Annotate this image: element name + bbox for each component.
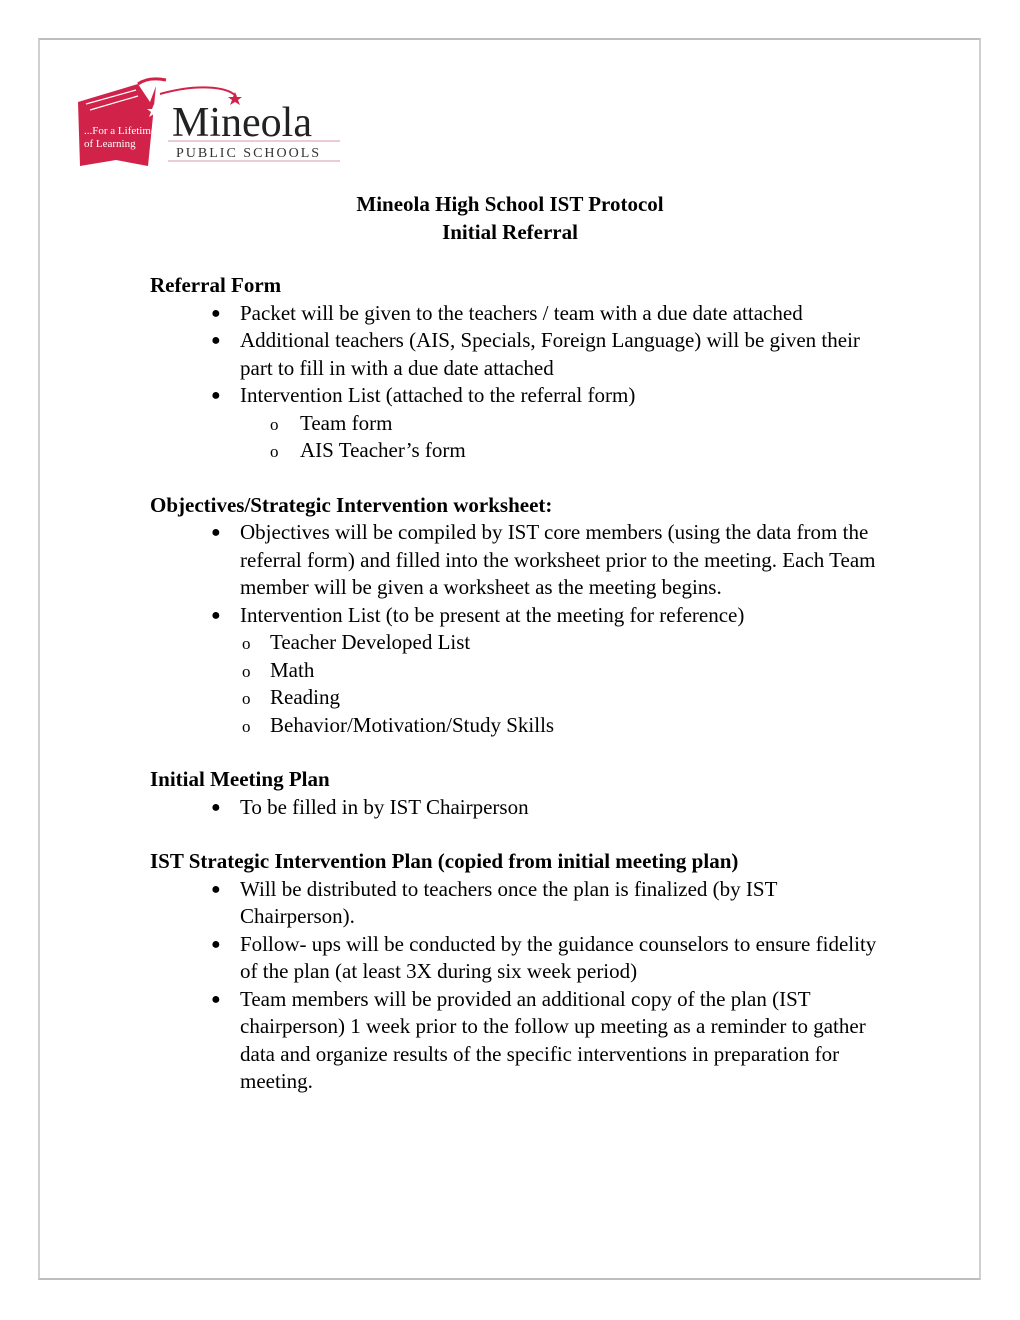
list-item: ● Packet will be given to the teachers / team with a due date attached — [240, 300, 890, 328]
document-content — [150, 272, 890, 1123]
bullet-icon: ● — [211, 304, 221, 322]
section-heading: IST Strategic Intervention Plan (copied from initial meeting plan) — [150, 849, 739, 873]
sub-list-item: o Teacher Developed List — [270, 629, 890, 657]
bullet-icon: ● — [211, 524, 221, 541]
list-item: ● Additional teachers (AIS, Specials, Foreign Language) will be given their part to fill in with a due date attached — [211, 328, 860, 380]
document-subtitle: Initial Referral — [442, 220, 578, 244]
bullet-list — [150, 794, 890, 822]
section-objectives-worksheet — [150, 492, 890, 740]
document-title-block — [0, 190, 1020, 246]
list-item: ● Intervention List (attached to the referral form) o Team form o AIS Teacher’s form — [240, 382, 890, 465]
sub-list-item: o Behavior/Motivation/Study Skills — [270, 712, 890, 740]
logo-tagline-2: of Learning — [84, 138, 136, 150]
logo-subtitle: PUBLIC SCHOOLS — [176, 146, 322, 161]
circle-bullet-icon: o — [270, 442, 279, 461]
document-title: Mineola High School IST Protocol — [356, 192, 664, 216]
circle-bullet-icon: o — [270, 414, 279, 434]
logo-name: Mineola — [172, 100, 312, 146]
section-heading: Objectives/Strategic Intervention worksheet: — [150, 492, 553, 517]
bullet-icon: ● — [211, 606, 221, 624]
bullet-icon: ● — [211, 880, 221, 898]
sub-list-item: o Reading — [270, 684, 890, 712]
sub-list-item: o Math — [270, 657, 890, 685]
bullet-list — [150, 519, 890, 739]
sub-bullet-list — [240, 629, 890, 739]
list-item: ● Team members will be provided an additional copy of the plan (IST chairperson) 1 week prior to the follow up meeting as a reminder to gather data and organize results of the specific interventions in preparation for meeting. — [211, 986, 866, 1093]
list-item: ● Will be distributed to teachers once the plan is finalized (by IST Chairperson). — [211, 876, 778, 928]
mineola-logo — [76, 74, 342, 168]
circle-bullet-icon: o — [242, 661, 251, 681]
bullet-icon: ● — [211, 935, 221, 953]
list-item: ● Objectives will be compiled by IST core members (using the data from the referral form) and filled into the worksheet prior to the meeting. Each Team member will be given a worksheet as the meeting begins. — [211, 520, 876, 599]
logo-tagline-1: ...For a Lifetime — [84, 125, 156, 137]
list-item: ● Intervention List (to be present at the meeting for reference) o Teacher Developed List o Math o Reading o Behavior/Motivation/Study Skills — [240, 602, 890, 740]
circle-bullet-icon: o — [242, 716, 251, 736]
bullet-icon: ● — [211, 332, 221, 349]
bullet-icon: ● — [211, 990, 221, 1008]
list-item: ● To be filled in by IST Chairperson — [240, 794, 890, 822]
bullet-list — [150, 876, 890, 1096]
list-item: ● Follow- ups will be conducted by the guidance counselors to ensure fidelity of the plan (at least 3X during six week period) — [211, 931, 877, 983]
section-strategic-intervention-plan — [150, 848, 890, 1096]
section-heading: Referral Form — [150, 273, 282, 297]
bullet-list — [150, 300, 890, 465]
circle-bullet-icon: o — [242, 689, 251, 708]
circle-bullet-icon: o — [242, 634, 251, 653]
sub-list-item: o AIS Teacher’s form — [300, 437, 890, 465]
section-referral-form — [150, 272, 890, 465]
bullet-icon: ● — [211, 798, 221, 816]
section-heading: Initial Meeting Plan — [150, 767, 330, 791]
section-initial-meeting-plan — [150, 766, 890, 821]
sub-bullet-list — [240, 410, 890, 465]
sub-list-item: o Team form — [300, 410, 890, 438]
bullet-icon: ● — [211, 387, 221, 404]
